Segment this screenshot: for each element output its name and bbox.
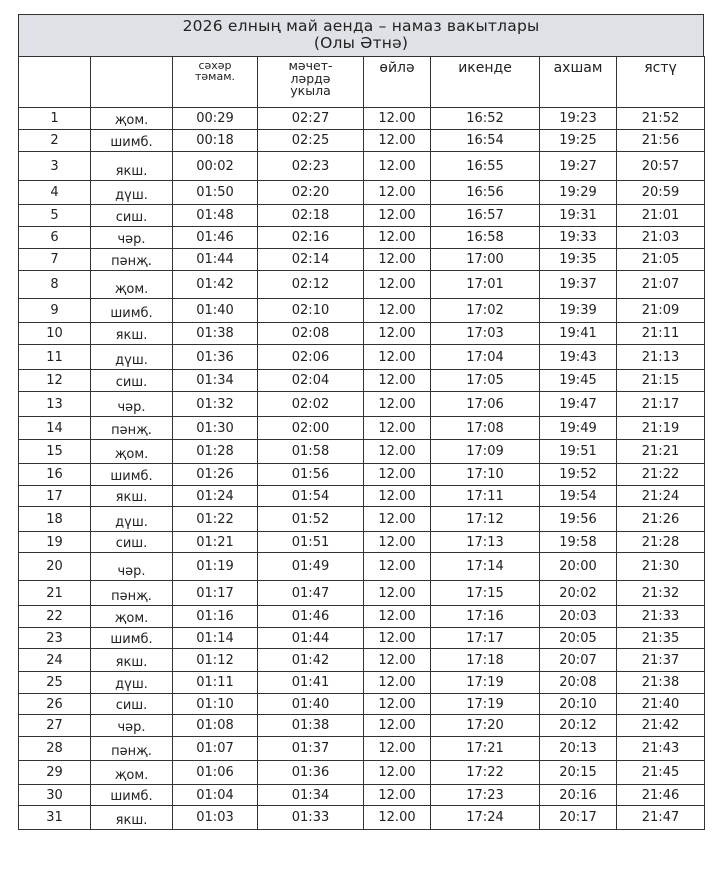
cell-day: якш. — [91, 806, 173, 830]
cell-sehar: 01:03 — [173, 806, 258, 830]
cell-day: чәр. — [91, 227, 173, 249]
cell-yastu: 21:24 — [617, 486, 705, 507]
table-row — [19, 417, 705, 440]
table-row — [19, 507, 705, 532]
cell-yastu: 21:56 — [617, 130, 705, 152]
cell-day: җом. — [91, 271, 173, 299]
cell-mechet: 01:37 — [258, 737, 364, 761]
cell-sehar: 01:17 — [173, 581, 258, 606]
cell-sehar: 01:08 — [173, 715, 258, 737]
cell-yastu: 20:59 — [617, 181, 705, 205]
cell-yastu: 21:52 — [617, 108, 705, 130]
table-row — [19, 181, 705, 205]
cell-akhsham: 19:23 — [540, 108, 617, 130]
table-row — [19, 323, 705, 345]
cell-oyle: 12.00 — [364, 761, 431, 785]
cell-akhsham: 19:35 — [540, 249, 617, 271]
cell-akhsham: 19:31 — [540, 205, 617, 227]
cell-akhsham: 20:16 — [540, 785, 617, 806]
cell-number: 29 — [19, 761, 91, 785]
cell-number: 7 — [19, 249, 91, 271]
cell-akhsham: 19:52 — [540, 464, 617, 486]
cell-day: сиш. — [91, 532, 173, 553]
cell-oyle: 12.00 — [364, 507, 431, 532]
table-row — [19, 464, 705, 486]
cell-mechet: 01:42 — [258, 649, 364, 672]
cell-sehar: 01:24 — [173, 486, 258, 507]
cell-ikende: 17:24 — [431, 806, 540, 830]
table-row — [19, 694, 705, 715]
cell-sehar: 01:36 — [173, 345, 258, 370]
cell-oyle: 12.00 — [364, 737, 431, 761]
cell-ikende: 16:58 — [431, 227, 540, 249]
cell-akhsham: 19:27 — [540, 152, 617, 181]
cell-day: сиш. — [91, 205, 173, 227]
cell-sehar: 01:28 — [173, 440, 258, 464]
table-row — [19, 108, 705, 130]
cell-yastu: 21:33 — [617, 606, 705, 628]
header-mechet-line: ләрдә — [290, 70, 331, 86]
cell-ikende: 17:11 — [431, 486, 540, 507]
cell-oyle: 12.00 — [364, 299, 431, 323]
cell-sehar: 01:38 — [173, 323, 258, 345]
cell-mechet: 01:52 — [258, 507, 364, 532]
cell-mechet: 02:14 — [258, 249, 364, 271]
cell-ikende: 17:09 — [431, 440, 540, 464]
cell-sehar: 01:50 — [173, 181, 258, 205]
cell-sehar: 01:16 — [173, 606, 258, 628]
cell-akhsham: 20:07 — [540, 649, 617, 672]
cell-ikende: 17:05 — [431, 370, 540, 392]
cell-mechet: 01:47 — [258, 581, 364, 606]
cell-sehar: 01:40 — [173, 299, 258, 323]
cell-number: 18 — [19, 507, 91, 532]
title-banner — [18, 14, 704, 56]
cell-ikende: 17:01 — [431, 271, 540, 299]
cell-yastu: 21:28 — [617, 532, 705, 553]
cell-akhsham: 20:00 — [540, 553, 617, 581]
cell-ikende: 17:06 — [431, 392, 540, 417]
cell-day: дүш. — [91, 507, 173, 532]
table-row — [19, 672, 705, 694]
cell-sehar: 01:44 — [173, 249, 258, 271]
cell-mechet: 01:33 — [258, 806, 364, 830]
cell-yastu: 21:11 — [617, 323, 705, 345]
table-row — [19, 370, 705, 392]
cell-oyle: 12.00 — [364, 392, 431, 417]
cell-number: 23 — [19, 628, 91, 649]
table-row — [19, 737, 705, 761]
cell-day: пәнҗ. — [91, 417, 173, 440]
cell-ikende: 17:12 — [431, 507, 540, 532]
table-row — [19, 785, 705, 806]
cell-yastu: 21:22 — [617, 464, 705, 486]
cell-akhsham: 19:43 — [540, 345, 617, 370]
cell-oyle: 12.00 — [364, 323, 431, 345]
header-mechet-line: укыла — [290, 83, 331, 98]
cell-yastu: 21:26 — [617, 507, 705, 532]
cell-mechet: 01:54 — [258, 486, 364, 507]
cell-number: 28 — [19, 737, 91, 761]
cell-mechet: 01:36 — [258, 761, 364, 785]
cell-mechet: 02:08 — [258, 323, 364, 345]
cell-oyle: 12.00 — [364, 440, 431, 464]
cell-day: шимб. — [91, 130, 173, 152]
cell-akhsham: 19:41 — [540, 323, 617, 345]
table-row — [19, 761, 705, 785]
table-row — [19, 345, 705, 370]
cell-akhsham: 19:49 — [540, 417, 617, 440]
cell-yastu: 20:57 — [617, 152, 705, 181]
header-ikende: икенде — [431, 57, 540, 108]
cell-yastu: 21:47 — [617, 806, 705, 830]
cell-number: 25 — [19, 672, 91, 694]
cell-mechet: 01:34 — [258, 785, 364, 806]
cell-number: 1 — [19, 108, 91, 130]
cell-akhsham: 19:54 — [540, 486, 617, 507]
cell-oyle: 12.00 — [364, 370, 431, 392]
cell-day: пәнҗ. — [91, 737, 173, 761]
document-subtitle: (Олы Әтнә) — [313, 34, 409, 52]
cell-day: дүш. — [91, 181, 173, 205]
cell-ikende: 17:19 — [431, 672, 540, 694]
cell-ikende: 17:20 — [431, 715, 540, 737]
cell-day: чәр. — [91, 392, 173, 417]
cell-day: шимб. — [91, 299, 173, 323]
cell-mechet: 01:58 — [258, 440, 364, 464]
cell-number: 12 — [19, 370, 91, 392]
cell-ikende: 17:15 — [431, 581, 540, 606]
cell-mechet: 01:41 — [258, 672, 364, 694]
cell-mechet: 02:02 — [258, 392, 364, 417]
cell-akhsham: 19:29 — [540, 181, 617, 205]
cell-oyle: 12.00 — [364, 806, 431, 830]
cell-day: җом. — [91, 761, 173, 785]
cell-ikende: 17:00 — [431, 249, 540, 271]
cell-number: 9 — [19, 299, 91, 323]
table-row — [19, 628, 705, 649]
cell-sehar: 01:32 — [173, 392, 258, 417]
cell-akhsham: 19:25 — [540, 130, 617, 152]
table-row — [19, 606, 705, 628]
cell-sehar: 01:14 — [173, 628, 258, 649]
cell-yastu: 21:38 — [617, 672, 705, 694]
header-number — [19, 57, 91, 108]
cell-akhsham: 20:10 — [540, 694, 617, 715]
cell-mechet: 02:04 — [258, 370, 364, 392]
cell-yastu: 21:03 — [617, 227, 705, 249]
cell-akhsham: 20:12 — [540, 715, 617, 737]
header-sehar-line: сәхәр — [198, 59, 232, 72]
cell-ikende: 17:17 — [431, 628, 540, 649]
table-row — [19, 299, 705, 323]
cell-sehar: 00:29 — [173, 108, 258, 130]
cell-number: 24 — [19, 649, 91, 672]
cell-oyle: 12.00 — [364, 581, 431, 606]
cell-ikende: 16:56 — [431, 181, 540, 205]
cell-mechet: 02:20 — [258, 181, 364, 205]
cell-ikende: 17:16 — [431, 606, 540, 628]
cell-oyle: 12.00 — [364, 694, 431, 715]
cell-akhsham: 20:17 — [540, 806, 617, 830]
cell-yastu: 21:46 — [617, 785, 705, 806]
cell-oyle: 12.00 — [364, 417, 431, 440]
cell-akhsham: 19:33 — [540, 227, 617, 249]
cell-oyle: 12.00 — [364, 249, 431, 271]
cell-number: 26 — [19, 694, 91, 715]
header-sehar-line: тәмам. — [194, 70, 235, 83]
cell-oyle: 12.00 — [364, 227, 431, 249]
cell-day: шимб. — [91, 785, 173, 806]
table-row — [19, 715, 705, 737]
cell-yastu: 21:01 — [617, 205, 705, 227]
table-row — [19, 486, 705, 507]
cell-oyle: 12.00 — [364, 649, 431, 672]
cell-ikende: 17:03 — [431, 323, 540, 345]
cell-yastu: 21:13 — [617, 345, 705, 370]
cell-akhsham: 20:13 — [540, 737, 617, 761]
cell-yastu: 21:07 — [617, 271, 705, 299]
header-row — [19, 57, 705, 108]
cell-mechet: 01:56 — [258, 464, 364, 486]
cell-ikende: 17:14 — [431, 553, 540, 581]
cell-day: якш. — [91, 649, 173, 672]
cell-mechet: 02:18 — [258, 205, 364, 227]
cell-number: 31 — [19, 806, 91, 830]
cell-akhsham: 19:45 — [540, 370, 617, 392]
cell-day: чәр. — [91, 553, 173, 581]
cell-day: сиш. — [91, 694, 173, 715]
cell-ikende: 17:23 — [431, 785, 540, 806]
cell-day: пәнҗ. — [91, 249, 173, 271]
cell-number: 20 — [19, 553, 91, 581]
table-row — [19, 553, 705, 581]
prayer-times-table — [18, 56, 705, 830]
cell-sehar: 01:42 — [173, 271, 258, 299]
header-akhsham: ахшам — [540, 57, 617, 108]
cell-number: 15 — [19, 440, 91, 464]
cell-yastu: 21:32 — [617, 581, 705, 606]
cell-number: 30 — [19, 785, 91, 806]
table-row — [19, 152, 705, 181]
cell-day: җом. — [91, 108, 173, 130]
cell-oyle: 12.00 — [364, 181, 431, 205]
cell-ikende: 17:10 — [431, 464, 540, 486]
cell-day: җом. — [91, 440, 173, 464]
cell-mechet: 02:23 — [258, 152, 364, 181]
cell-sehar: 01:22 — [173, 507, 258, 532]
cell-yastu: 21:17 — [617, 392, 705, 417]
cell-ikende: 17:19 — [431, 694, 540, 715]
cell-akhsham: 20:02 — [540, 581, 617, 606]
cell-oyle: 12.00 — [364, 486, 431, 507]
cell-oyle: 12.00 — [364, 606, 431, 628]
cell-sehar: 01:19 — [173, 553, 258, 581]
cell-sehar: 01:11 — [173, 672, 258, 694]
cell-oyle: 12.00 — [364, 532, 431, 553]
header-sehar — [173, 57, 258, 108]
cell-oyle: 12.00 — [364, 345, 431, 370]
cell-day: чәр. — [91, 715, 173, 737]
cell-number: 6 — [19, 227, 91, 249]
cell-oyle: 12.00 — [364, 785, 431, 806]
header-oyle: өйлә — [364, 57, 431, 108]
cell-number: 19 — [19, 532, 91, 553]
table-row — [19, 271, 705, 299]
cell-day: якш. — [91, 486, 173, 507]
cell-yastu: 21:42 — [617, 715, 705, 737]
cell-sehar: 00:18 — [173, 130, 258, 152]
table-row — [19, 532, 705, 553]
cell-day: сиш. — [91, 370, 173, 392]
table-row — [19, 249, 705, 271]
cell-number: 4 — [19, 181, 91, 205]
cell-mechet: 02:16 — [258, 227, 364, 249]
cell-akhsham: 20:03 — [540, 606, 617, 628]
cell-sehar: 01:30 — [173, 417, 258, 440]
cell-day: якш. — [91, 152, 173, 181]
header-mechet-line: мәчет- — [288, 58, 333, 73]
cell-yastu: 21:05 — [617, 249, 705, 271]
cell-mechet: 01:38 — [258, 715, 364, 737]
cell-mechet: 01:49 — [258, 553, 364, 581]
cell-sehar: 01:26 — [173, 464, 258, 486]
cell-oyle: 12.00 — [364, 464, 431, 486]
table-row — [19, 205, 705, 227]
cell-yastu: 21:21 — [617, 440, 705, 464]
cell-mechet: 02:27 — [258, 108, 364, 130]
cell-ikende: 17:13 — [431, 532, 540, 553]
cell-akhsham: 20:15 — [540, 761, 617, 785]
cell-oyle: 12.00 — [364, 152, 431, 181]
cell-mechet: 01:44 — [258, 628, 364, 649]
cell-yastu: 21:19 — [617, 417, 705, 440]
cell-yastu: 21:40 — [617, 694, 705, 715]
cell-number: 5 — [19, 205, 91, 227]
cell-yastu: 21:15 — [617, 370, 705, 392]
cell-sehar: 01:10 — [173, 694, 258, 715]
cell-mechet: 02:00 — [258, 417, 364, 440]
cell-number: 13 — [19, 392, 91, 417]
cell-number: 2 — [19, 130, 91, 152]
cell-akhsham: 19:47 — [540, 392, 617, 417]
cell-akhsham: 19:51 — [540, 440, 617, 464]
table-row — [19, 806, 705, 830]
cell-sehar: 01:48 — [173, 205, 258, 227]
cell-number: 14 — [19, 417, 91, 440]
cell-mechet: 01:51 — [258, 532, 364, 553]
cell-yastu: 21:43 — [617, 737, 705, 761]
cell-oyle: 12.00 — [364, 271, 431, 299]
cell-sehar: 01:34 — [173, 370, 258, 392]
cell-sehar: 00:02 — [173, 152, 258, 181]
cell-mechet: 01:46 — [258, 606, 364, 628]
cell-day: дүш. — [91, 672, 173, 694]
prayer-times-document — [18, 14, 704, 830]
header-yastu: ястү — [617, 57, 705, 108]
cell-number: 16 — [19, 464, 91, 486]
cell-ikende: 16:57 — [431, 205, 540, 227]
header-mechet — [258, 57, 364, 108]
cell-oyle: 12.00 — [364, 553, 431, 581]
cell-mechet: 02:06 — [258, 345, 364, 370]
cell-akhsham: 19:37 — [540, 271, 617, 299]
cell-number: 22 — [19, 606, 91, 628]
cell-sehar: 01:12 — [173, 649, 258, 672]
cell-ikende: 17:22 — [431, 761, 540, 785]
cell-day: җом. — [91, 606, 173, 628]
cell-number: 27 — [19, 715, 91, 737]
table-row — [19, 649, 705, 672]
cell-ikende: 16:55 — [431, 152, 540, 181]
cell-mechet: 02:10 — [258, 299, 364, 323]
cell-day: якш. — [91, 323, 173, 345]
cell-ikende: 16:54 — [431, 130, 540, 152]
table-row — [19, 440, 705, 464]
cell-day: шимб. — [91, 628, 173, 649]
cell-oyle: 12.00 — [364, 672, 431, 694]
cell-yastu: 21:45 — [617, 761, 705, 785]
cell-oyle: 12.00 — [364, 205, 431, 227]
cell-mechet: 02:12 — [258, 271, 364, 299]
cell-akhsham: 19:39 — [540, 299, 617, 323]
cell-oyle: 12.00 — [364, 715, 431, 737]
cell-yastu: 21:37 — [617, 649, 705, 672]
table-body — [19, 108, 705, 830]
cell-ikende: 17:21 — [431, 737, 540, 761]
cell-number: 11 — [19, 345, 91, 370]
cell-ikende: 17:08 — [431, 417, 540, 440]
cell-yastu: 21:30 — [617, 553, 705, 581]
cell-oyle: 12.00 — [364, 628, 431, 649]
cell-mechet: 01:40 — [258, 694, 364, 715]
cell-day: пәнҗ. — [91, 581, 173, 606]
cell-sehar: 01:06 — [173, 761, 258, 785]
cell-day: шимб. — [91, 464, 173, 486]
table-row — [19, 227, 705, 249]
cell-ikende: 17:18 — [431, 649, 540, 672]
cell-oyle: 12.00 — [364, 130, 431, 152]
cell-yastu: 21:09 — [617, 299, 705, 323]
cell-ikende: 17:02 — [431, 299, 540, 323]
cell-akhsham: 19:56 — [540, 507, 617, 532]
cell-number: 8 — [19, 271, 91, 299]
cell-sehar: 01:46 — [173, 227, 258, 249]
cell-akhsham: 20:05 — [540, 628, 617, 649]
cell-akhsham: 19:58 — [540, 532, 617, 553]
table-row — [19, 392, 705, 417]
table-row — [19, 581, 705, 606]
cell-yastu: 21:35 — [617, 628, 705, 649]
cell-ikende: 16:52 — [431, 108, 540, 130]
cell-number: 3 — [19, 152, 91, 181]
document-title: 2026 елның май аенда – намаз вакытлары — [182, 17, 540, 35]
cell-number: 21 — [19, 581, 91, 606]
cell-number: 17 — [19, 486, 91, 507]
cell-number: 10 — [19, 323, 91, 345]
cell-sehar: 01:21 — [173, 532, 258, 553]
cell-day: дүш. — [91, 345, 173, 370]
cell-ikende: 17:04 — [431, 345, 540, 370]
table-row — [19, 130, 705, 152]
cell-sehar: 01:07 — [173, 737, 258, 761]
header-day — [91, 57, 173, 108]
cell-akhsham: 20:08 — [540, 672, 617, 694]
cell-sehar: 01:04 — [173, 785, 258, 806]
cell-mechet: 02:25 — [258, 130, 364, 152]
cell-oyle: 12.00 — [364, 108, 431, 130]
